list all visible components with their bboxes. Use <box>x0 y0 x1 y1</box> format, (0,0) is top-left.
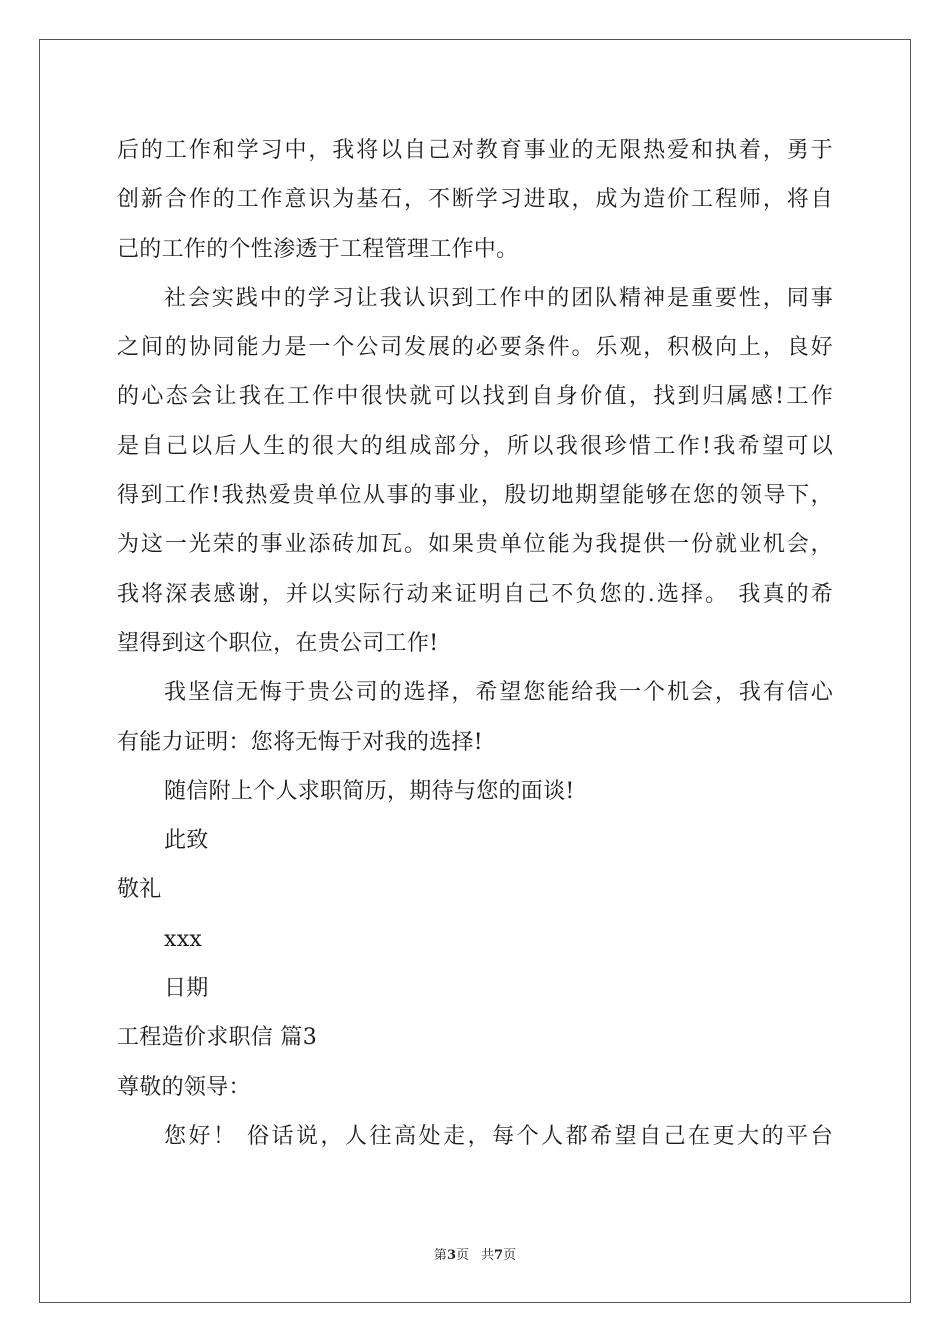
text-line: 得到工作!我热爱贵单位从事的事业，殷切地期望能够在您的领导下， <box>117 483 833 509</box>
text-line: 您好！ 俗话说，人往高处走，每个人都希望自己在更大的平台 <box>164 1123 833 1149</box>
text-line: 望得到这个职位，在贵公司工作! <box>117 630 439 656</box>
footer-total-pages: 7 <box>494 1248 504 1263</box>
signature-date: 日期 <box>164 976 209 1002</box>
salutation-line: 敬礼 <box>117 877 162 903</box>
text-line: 随信附上个人求职简历，期待与您的面谈! <box>164 778 575 804</box>
text-line: 之间的协同能力是一个公司发展的必要条件。乐观，积极向上，良好 <box>117 335 833 361</box>
footer-prefix: 第 <box>433 1248 447 1263</box>
footer-page-unit: 页 <box>455 1248 469 1263</box>
text-line: 创新合作的工作意识为基石，不断学习进取，成为造价工程师，将自 <box>117 187 833 213</box>
page-footer <box>0 1246 950 1266</box>
text-line: 为这一光荣的事业添砖加瓦。如果贵单位能为我提供一份就业机会， <box>117 532 833 558</box>
text-line: 我坚信无悔于贵公司的选择，希望您能给我一个机会，我有信心 <box>164 680 833 706</box>
footer-total-unit: 页 <box>503 1248 517 1263</box>
text-line: 后的工作和学习中，我将以自己对教育事业的无限热爱和执着，勇于 <box>117 138 833 163</box>
text-line: 我将深表感谢，并以实际行动来证明自己不负您的.选择。 我真的希 <box>117 581 833 607</box>
text-line: 己的工作的个性渗透于工程管理工作中。 <box>117 236 519 262</box>
text-line: 的心态会让我在工作中很快就可以找到自身价值，找到归属感!工作 <box>117 384 833 410</box>
footer-page-number: 3 <box>446 1248 456 1263</box>
signature-name: xxx <box>164 926 203 952</box>
text-line: 社会实践中的学习让我认识到工作中的团队精神是重要性，同事 <box>164 285 833 311</box>
text-line: 是自己以后人生的很大的组成部分，所以我很珍惜工作!我希望可以 <box>117 433 833 459</box>
greeting-line: 尊敬的领导： <box>117 1074 251 1100</box>
document-body <box>117 126 833 1161</box>
footer-total-prefix: 共 <box>481 1248 495 1263</box>
section-heading: 工程造价求职信 篇3 <box>117 1025 317 1051</box>
closing-line: 此致 <box>164 828 209 854</box>
text-line: 有能力证明：您将无悔于对我的选择! <box>117 729 483 755</box>
